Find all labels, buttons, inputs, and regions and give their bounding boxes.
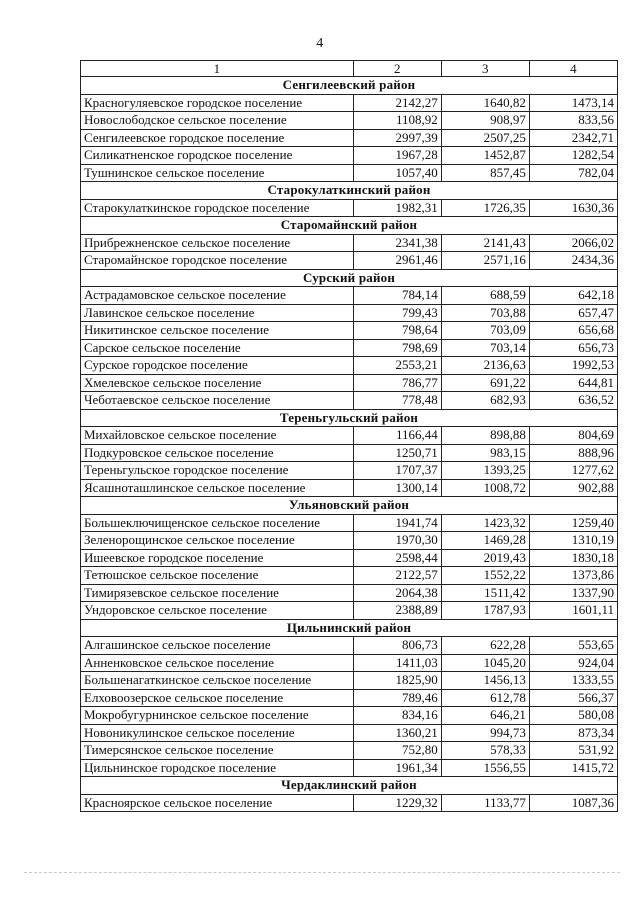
value-col-4: 644,81 [529, 374, 617, 392]
table-row [81, 567, 618, 585]
value-col-4: 1087,36 [529, 794, 617, 812]
value-col-2: 1961,34 [353, 759, 441, 777]
value-col-4: 902,88 [529, 479, 617, 497]
value-col-2: 1967,28 [353, 147, 441, 165]
value-col-3: 1556,55 [441, 759, 529, 777]
table-row [81, 234, 618, 252]
value-col-2: 834,16 [353, 707, 441, 725]
table-row [81, 479, 618, 497]
district-name: Сенгилеевский район [81, 77, 618, 95]
value-col-2: 806,73 [353, 637, 441, 655]
value-col-3: 2141,43 [441, 234, 529, 252]
data-table [80, 60, 618, 812]
district-header-row [81, 619, 618, 637]
value-col-2: 2553,21 [353, 357, 441, 375]
district-name: Старокулаткинский район [81, 182, 618, 200]
settlement-name: Подкуровское сельское поселение [81, 444, 354, 462]
table-row [81, 112, 618, 130]
value-col-4: 1415,72 [529, 759, 617, 777]
value-col-3: 2019,43 [441, 549, 529, 567]
value-col-3: 1008,72 [441, 479, 529, 497]
table-row [81, 287, 618, 305]
value-col-2: 1411,03 [353, 654, 441, 672]
settlement-name: Новоникулинское сельское поселение [81, 724, 354, 742]
table-row [81, 707, 618, 725]
settlement-name: Силикатненское городское поселение [81, 147, 354, 165]
value-col-3: 1787,93 [441, 602, 529, 620]
district-header-row [81, 182, 618, 200]
district-header-row [81, 777, 618, 795]
value-col-4: 1310,19 [529, 532, 617, 550]
value-col-2: 789,46 [353, 689, 441, 707]
value-col-2: 1982,31 [353, 199, 441, 217]
value-col-4: 657,47 [529, 304, 617, 322]
district-header-row [81, 269, 618, 287]
value-col-2: 2122,57 [353, 567, 441, 585]
value-col-3: 682,93 [441, 392, 529, 410]
settlement-name: Большенагаткинское сельское поселение [81, 672, 354, 690]
table-row [81, 794, 618, 812]
settlement-name: Тереньгульское городское поселение [81, 462, 354, 480]
value-col-4: 833,56 [529, 112, 617, 130]
settlement-name: Красноярское сельское поселение [81, 794, 354, 812]
value-col-3: 703,09 [441, 322, 529, 340]
value-col-4: 1259,40 [529, 514, 617, 532]
column-header-row [81, 61, 618, 77]
settlement-name: Красногуляевское городское поселение [81, 94, 354, 112]
settlement-name: Ишеевское городское поселение [81, 549, 354, 567]
value-col-3: 691,22 [441, 374, 529, 392]
value-col-2: 1108,92 [353, 112, 441, 130]
district-header-row [81, 217, 618, 235]
value-col-4: 1992,53 [529, 357, 617, 375]
value-col-3: 1552,22 [441, 567, 529, 585]
settlement-name: Сенгилеевское городское поселение [81, 129, 354, 147]
value-col-4: 2434,36 [529, 252, 617, 270]
value-col-2: 2341,38 [353, 234, 441, 252]
value-col-3: 2571,16 [441, 252, 529, 270]
settlement-name: Новослободское сельское поселение [81, 112, 354, 130]
table-row [81, 532, 618, 550]
value-col-2: 2388,89 [353, 602, 441, 620]
table-row [81, 357, 618, 375]
value-col-4: 804,69 [529, 427, 617, 445]
table-row [81, 252, 618, 270]
value-col-3: 1045,20 [441, 654, 529, 672]
value-col-2: 1707,37 [353, 462, 441, 480]
value-col-3: 898,88 [441, 427, 529, 445]
settlement-name: Тимирязевское сельское поселение [81, 584, 354, 602]
value-col-3: 688,59 [441, 287, 529, 305]
value-col-2: 2064,38 [353, 584, 441, 602]
table-row [81, 322, 618, 340]
value-col-2: 799,43 [353, 304, 441, 322]
value-col-2: 2142,27 [353, 94, 441, 112]
value-col-4: 1830,18 [529, 549, 617, 567]
value-col-3: 2507,25 [441, 129, 529, 147]
value-col-3: 983,15 [441, 444, 529, 462]
district-name: Цильнинский район [81, 619, 618, 637]
value-col-2: 1300,14 [353, 479, 441, 497]
value-col-4: 1601,11 [529, 602, 617, 620]
table-row [81, 654, 618, 672]
value-col-2: 1825,90 [353, 672, 441, 690]
settlement-name: Алгашинское сельское поселение [81, 637, 354, 655]
value-col-4: 782,04 [529, 164, 617, 182]
table-row [81, 94, 618, 112]
table-row [81, 689, 618, 707]
value-col-3: 646,21 [441, 707, 529, 725]
value-col-2: 1166,44 [353, 427, 441, 445]
page-number: 4 [316, 36, 324, 51]
table-row [81, 199, 618, 217]
table-row [81, 374, 618, 392]
settlement-name: Большеключищенское сельское поселение [81, 514, 354, 532]
value-col-4: 888,96 [529, 444, 617, 462]
value-col-4: 924,04 [529, 654, 617, 672]
value-col-4: 1630,36 [529, 199, 617, 217]
value-col-4: 531,92 [529, 742, 617, 760]
district-header-row [81, 409, 618, 427]
settlement-name: Лавинское сельское поселение [81, 304, 354, 322]
value-col-4: 656,73 [529, 339, 617, 357]
settlement-name: Мокробугурнинское сельское поселение [81, 707, 354, 725]
district-header-row [81, 497, 618, 515]
column-header-2: 2 [353, 61, 441, 77]
value-col-2: 752,80 [353, 742, 441, 760]
value-col-3: 703,14 [441, 339, 529, 357]
value-col-4: 656,68 [529, 322, 617, 340]
value-col-2: 778,48 [353, 392, 441, 410]
settlement-name: Цильнинское городское поселение [81, 759, 354, 777]
value-col-3: 1726,35 [441, 199, 529, 217]
settlement-name: Старомайнское городское поселение [81, 252, 354, 270]
value-col-4: 1337,90 [529, 584, 617, 602]
settlement-name: Тетюшское сельское поселение [81, 567, 354, 585]
value-col-4: 580,08 [529, 707, 617, 725]
settlement-name: Ясашноташлинское сельское поселение [81, 479, 354, 497]
value-col-2: 784,14 [353, 287, 441, 305]
value-col-2: 798,64 [353, 322, 441, 340]
settlement-name: Анненковское сельское поселение [81, 654, 354, 672]
value-col-4: 636,52 [529, 392, 617, 410]
value-col-3: 703,88 [441, 304, 529, 322]
value-col-3: 2136,63 [441, 357, 529, 375]
table-row [81, 602, 618, 620]
value-col-4: 1473,14 [529, 94, 617, 112]
value-col-3: 1511,42 [441, 584, 529, 602]
value-col-3: 1452,87 [441, 147, 529, 165]
table-row [81, 637, 618, 655]
settlement-name: Тушнинское сельское поселение [81, 164, 354, 182]
value-col-4: 2342,71 [529, 129, 617, 147]
value-col-2: 1360,21 [353, 724, 441, 742]
table-row [81, 164, 618, 182]
value-col-4: 1282,54 [529, 147, 617, 165]
value-col-2: 798,69 [353, 339, 441, 357]
value-col-3: 612,78 [441, 689, 529, 707]
settlement-name: Старокулаткинское городское поселение [81, 199, 354, 217]
table-row [81, 339, 618, 357]
value-col-3: 578,33 [441, 742, 529, 760]
value-col-2: 2598,44 [353, 549, 441, 567]
value-col-4: 1333,55 [529, 672, 617, 690]
settlement-name: Зеленорощинское сельское поселение [81, 532, 354, 550]
table-row [81, 462, 618, 480]
settlement-name: Прибрежненское сельское поселение [81, 234, 354, 252]
column-header-4: 4 [529, 61, 617, 77]
settlement-name: Тимерсянское сельское поселение [81, 742, 354, 760]
table-row [81, 742, 618, 760]
district-name: Старомайнский район [81, 217, 618, 235]
value-col-4: 553,65 [529, 637, 617, 655]
value-col-3: 1133,77 [441, 794, 529, 812]
value-col-3: 1640,82 [441, 94, 529, 112]
settlement-name: Чеботаевское сельское поселение [81, 392, 354, 410]
value-col-3: 908,97 [441, 112, 529, 130]
value-col-2: 2961,46 [353, 252, 441, 270]
value-col-2: 1970,30 [353, 532, 441, 550]
settlement-name: Сурское городское поселение [81, 357, 354, 375]
column-header-3: 3 [441, 61, 529, 77]
settlement-name: Никитинское сельское поселение [81, 322, 354, 340]
table-row [81, 427, 618, 445]
value-col-2: 1229,32 [353, 794, 441, 812]
value-col-4: 566,37 [529, 689, 617, 707]
value-col-3: 1456,13 [441, 672, 529, 690]
settlement-name: Ундоровское сельское поселение [81, 602, 354, 620]
column-header-1: 1 [81, 61, 354, 77]
value-col-2: 2997,39 [353, 129, 441, 147]
settlement-name: Елховоозерское сельское поселение [81, 689, 354, 707]
value-col-4: 642,18 [529, 287, 617, 305]
value-col-3: 1423,32 [441, 514, 529, 532]
table-body [81, 61, 618, 812]
value-col-3: 857,45 [441, 164, 529, 182]
settlement-name: Хмелевское сельское поселение [81, 374, 354, 392]
value-col-4: 2066,02 [529, 234, 617, 252]
scan-edge-line [24, 872, 620, 874]
value-col-2: 1941,74 [353, 514, 441, 532]
table-row [81, 724, 618, 742]
value-col-2: 1250,71 [353, 444, 441, 462]
settlement-name: Сарское сельское поселение [81, 339, 354, 357]
value-col-3: 1393,25 [441, 462, 529, 480]
value-col-4: 1373,86 [529, 567, 617, 585]
district-name: Сурский район [81, 269, 618, 287]
table-row [81, 672, 618, 690]
district-header-row [81, 77, 618, 95]
table-row [81, 304, 618, 322]
value-col-3: 994,73 [441, 724, 529, 742]
value-col-4: 1277,62 [529, 462, 617, 480]
table-row [81, 147, 618, 165]
table-row [81, 444, 618, 462]
district-name: Ульяновский район [81, 497, 618, 515]
district-name: Тереньгульский район [81, 409, 618, 427]
table-row [81, 392, 618, 410]
table-row [81, 759, 618, 777]
settlement-name: Астрадамовское сельское поселение [81, 287, 354, 305]
settlement-name: Михайловское сельское поселение [81, 427, 354, 445]
table-row [81, 584, 618, 602]
value-col-4: 873,34 [529, 724, 617, 742]
table-row [81, 549, 618, 567]
table-row [81, 129, 618, 147]
value-col-3: 622,28 [441, 637, 529, 655]
value-col-2: 1057,40 [353, 164, 441, 182]
table-row [81, 514, 618, 532]
value-col-2: 786,77 [353, 374, 441, 392]
district-name: Чердаклинский район [81, 777, 618, 795]
value-col-3: 1469,28 [441, 532, 529, 550]
